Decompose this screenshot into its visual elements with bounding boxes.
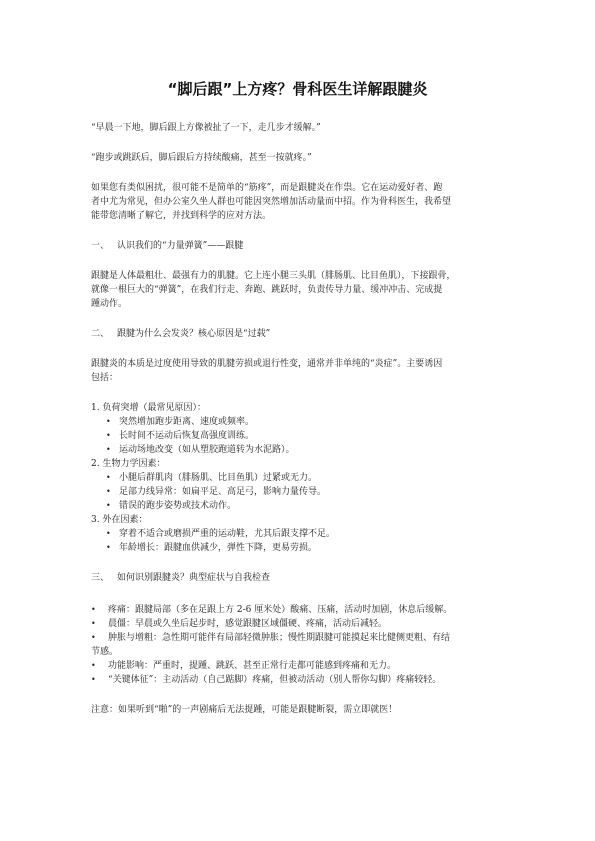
bullet-dot: • <box>91 633 96 642</box>
warning-note: 注意：如果听到“啪”的一声剧痛后无法提踵，可能是跟腱断裂，需立即就医！ <box>91 705 398 715</box>
cause-1-item: 突然增加跑步距离、速度或频率。 <box>119 417 255 427</box>
cause-2-item: 小腿后群肌肉（腓肠肌、比目鱼肌）过紧或无力。 <box>119 473 318 483</box>
symptom-item: 肿胀与增粗：急性期可能伴有局部轻微肿胀；慢性期跟腱可能摸起来比健侧更粗、有结 <box>108 633 451 643</box>
section-1-line-3: 踵动作。 <box>91 299 128 309</box>
cause-1-item: 运动场地改变（如从塑胶跑道转为水泥路）。 <box>119 445 295 455</box>
cause-2-item: 足部力线异常：如扁平足、高足弓，影响力量传导。 <box>119 487 327 497</box>
quote-2: “跑步或跳跃后，脚后跟后方持续酸痛，甚至一按就疼。” <box>91 153 312 163</box>
quote-1: “早晨一下地，脚后跟上方像被扯了一下，走几步才缓解。” <box>91 123 321 133</box>
section-1-line-1: 跟腱是人体最粗壮、最强有力的肌腱。它上连小腿三头肌（腓肠肌、比目鱼肌），下接跟骨， <box>91 271 456 281</box>
bullet-dot: • <box>106 529 111 538</box>
cause-1-item: 长时间不运动后恢复高强度训练。 <box>119 431 255 441</box>
bullet-dot: • <box>91 661 96 670</box>
symptom-item: “关键体征”：主动活动（自己踮脚）疼痛，但被动活动（别人帮你勾脚）疼痛较轻。 <box>108 675 442 685</box>
bullet-dot: • <box>106 473 111 482</box>
section-2-heading: 跟腱为什么会发炎？核心原因是“过载” <box>117 329 271 339</box>
bullet-dot: • <box>91 619 96 628</box>
symptom-item: 功能影响：严重时，提踵、跳跃、甚至正常行走都可能感到疼痛和无力。 <box>108 661 397 671</box>
cause-3-item: 穿着不适合或磨损严重的运动鞋，尤其后跟支撑不足。 <box>119 529 336 539</box>
section-1-heading: 认识我们的“力量弹簧”——跟腱 <box>117 241 244 251</box>
cause-3-item: 年龄增长：跟腱血供减少，弹性下降，更易劳损。 <box>119 543 318 553</box>
section-1-line-2: 就像一根巨大的“弹簧”，在我们行走、奔跑、跳跃时，负责传导力量、缓冲冲击、完成提 <box>91 285 443 295</box>
section-1-number: 一、 <box>91 241 110 251</box>
section-2-line-2: 包括： <box>91 373 119 383</box>
section-3-number: 三、 <box>91 573 110 583</box>
intro-line-2: 者中尤为常见，但办公室久坐人群也可能因突然增加活动量而中招。作为骨科医生，我希望 <box>91 197 452 207</box>
symptom-item-continued: 节感。 <box>91 647 119 657</box>
bullet-dot: • <box>106 445 111 454</box>
bullet-dot: • <box>106 431 111 440</box>
bullet-dot: • <box>91 675 96 684</box>
section-2-line-1: 跟腱炎的本质是过度使用导致的肌腱劳损或退行性变，通常并非单纯的“炎症”。主要诱因 <box>91 359 443 369</box>
intro-line-3: 能带您清晰了解它，并找到科学的应对方法。 <box>91 211 272 221</box>
intro-line-1: 如果您有类似困扰，很可能不是简单的“筋疼”，而是跟腱炎在作祟。它在运动爱好者、跑 <box>91 183 443 193</box>
page-title: “脚后跟”上方疼？骨科医生详解跟腱炎 <box>167 80 428 98</box>
symptom-item: 晨僵：早晨或久坐后起步时，感觉跟腱区域僵硬、疼痛，活动后减轻。 <box>108 619 388 629</box>
section-3-heading: 如何识别跟腱炎？典型症状与自我检查 <box>117 573 271 583</box>
section-2-number: 二、 <box>91 329 110 339</box>
cause-2-item: 错误的跑步姿势或技术动作。 <box>119 501 237 511</box>
cause-2-label: 2. 生物力学因素： <box>91 459 166 469</box>
symptom-item: 疼痛：跟腱局部（多在足跟上方 2-6 厘米处）酸痛、压痛，活动时加剧，休息后缓解。 <box>108 605 453 615</box>
bullet-dot: • <box>106 487 111 496</box>
bullet-dot: • <box>106 543 111 552</box>
cause-1-label: 1. 负荷突增（最常见原因）： <box>91 403 206 413</box>
bullet-dot: • <box>91 605 96 614</box>
bullet-dot: • <box>106 417 111 426</box>
cause-3-label: 3. 外在因素： <box>91 515 148 525</box>
bullet-dot: • <box>106 501 111 510</box>
